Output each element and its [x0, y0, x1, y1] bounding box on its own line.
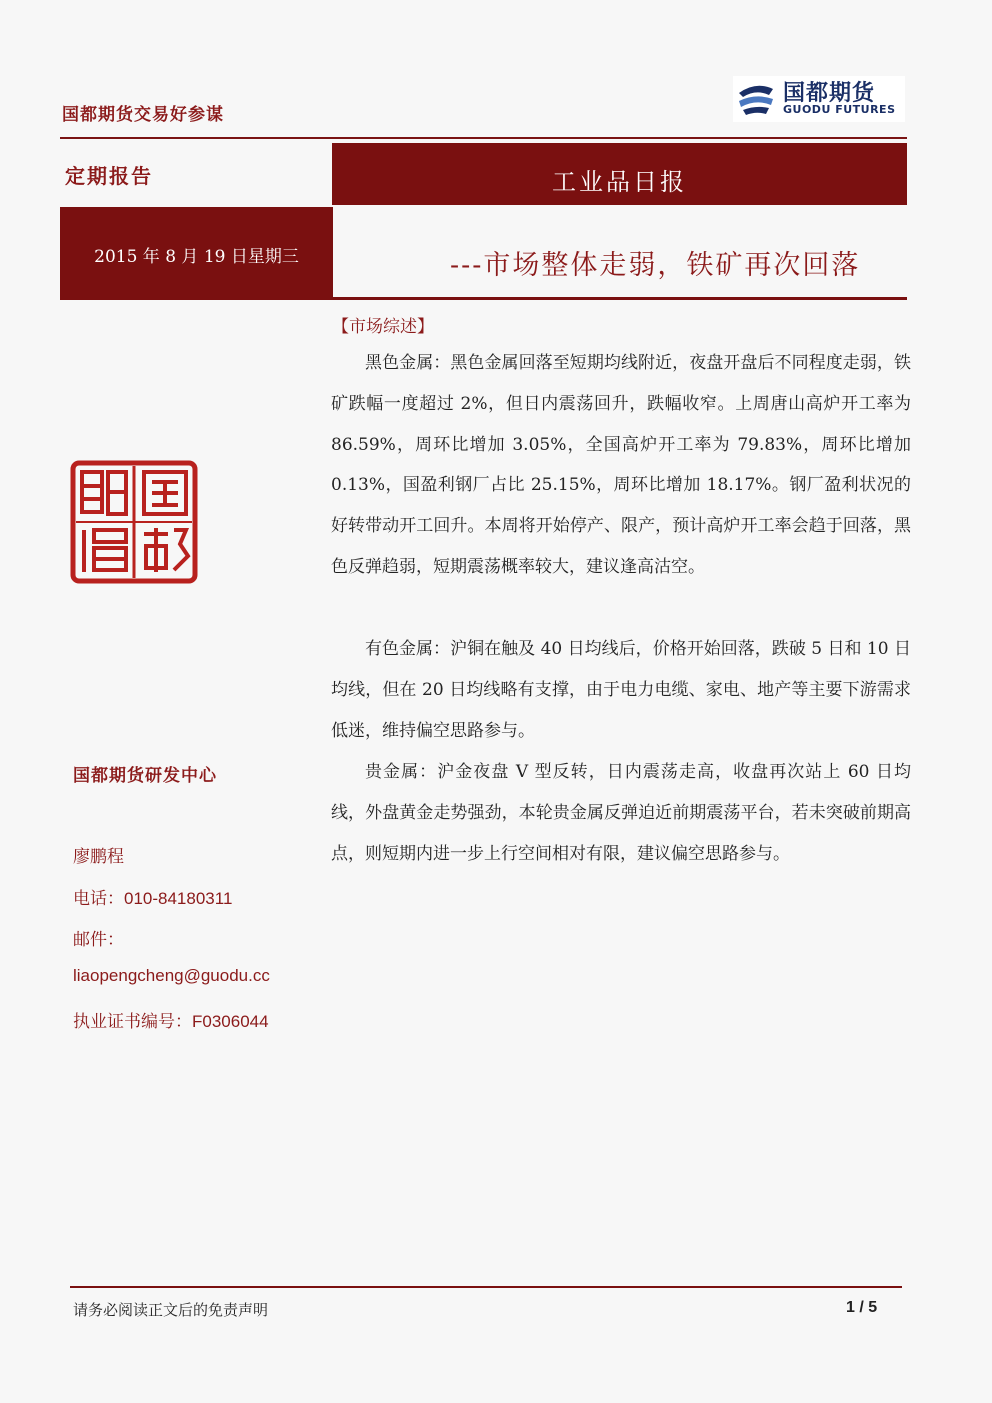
- footer-divider: [70, 1286, 902, 1288]
- header-divider: [60, 137, 907, 139]
- analyst-name: 廖鹏程: [73, 847, 124, 866]
- date-box: [60, 207, 333, 297]
- analyst-email: liaopengcheng@guodu.cc: [73, 966, 270, 985]
- report-date: 2015 年 8 月 19 日星期三: [94, 247, 299, 267]
- certificate-number: 执业证书编号：F0306044: [73, 1012, 269, 1031]
- page-number: 1 / 5: [846, 1299, 878, 1316]
- research-center: 国都期货研发中心: [73, 766, 217, 786]
- report-type: 定期报告: [65, 164, 153, 188]
- paragraph-ferrous: 黑色金属：黑色金属回落至短期均线附近，夜盘开盘后不同程度走弱，铁矿跌幅一度超过 2%，但日内震荡回升，跌幅收窄。上周唐山高炉开工率为 86.59%，周环比增加 3.05%，全国高炉开工率为 79.83%，周环比增加 0.13%，国盈利钢厂占比 25.15%，周环比增加 18.17%。钢厂盈利状况的好转带动开工回升。本周将开始停产、限产，预计高炉开工率会趋于回落，黑色反弹趋弱，短期震荡概率较大，建议逢高沽空。: [331, 353, 911, 577]
- header-slogan: 国都期货交易好参谋: [62, 105, 224, 125]
- analyst-phone: 电话：010-84180311: [73, 889, 233, 908]
- report-title: 工业品日报: [552, 168, 687, 196]
- email-label: 邮件：: [73, 930, 124, 949]
- logo-text-cn: 国都期货: [783, 81, 876, 106]
- seal-stamp-icon: [70, 460, 198, 584]
- footer-disclaimer: 请务必阅读正文后的免责声明: [73, 1301, 269, 1319]
- banner-divider: [60, 297, 907, 300]
- logo-mark-icon: [735, 79, 779, 119]
- section-heading: 【市场综述】: [332, 317, 434, 337]
- paragraph-nonferrous: 有色金属：沪铜在触及 40 日均线后，价格开始回落，跌破 5 日和 10 日均线，但在 20 日均线略有支撑，由于电力电缆、家电、地产等主要下游需求低迷，维持偏空思路参与。: [331, 639, 911, 741]
- logo-text-en: GUODU FUTURES: [783, 103, 896, 116]
- company-logo: [733, 76, 905, 122]
- paragraph-precious: 贵金属：沪金夜盘 V 型反转，日内震荡走高，收盘再次站上 60 日均线，外盘黄金走势强劲，本轮贵金属反弹迫近前期震荡平台，若未突破前期高点，则短期内进一步上行空间相对有限，建议偏空思路参与。: [331, 762, 911, 864]
- report-subtitle: ---市场整体走弱，铁矿再次回落: [450, 250, 861, 281]
- title-box: [332, 143, 907, 205]
